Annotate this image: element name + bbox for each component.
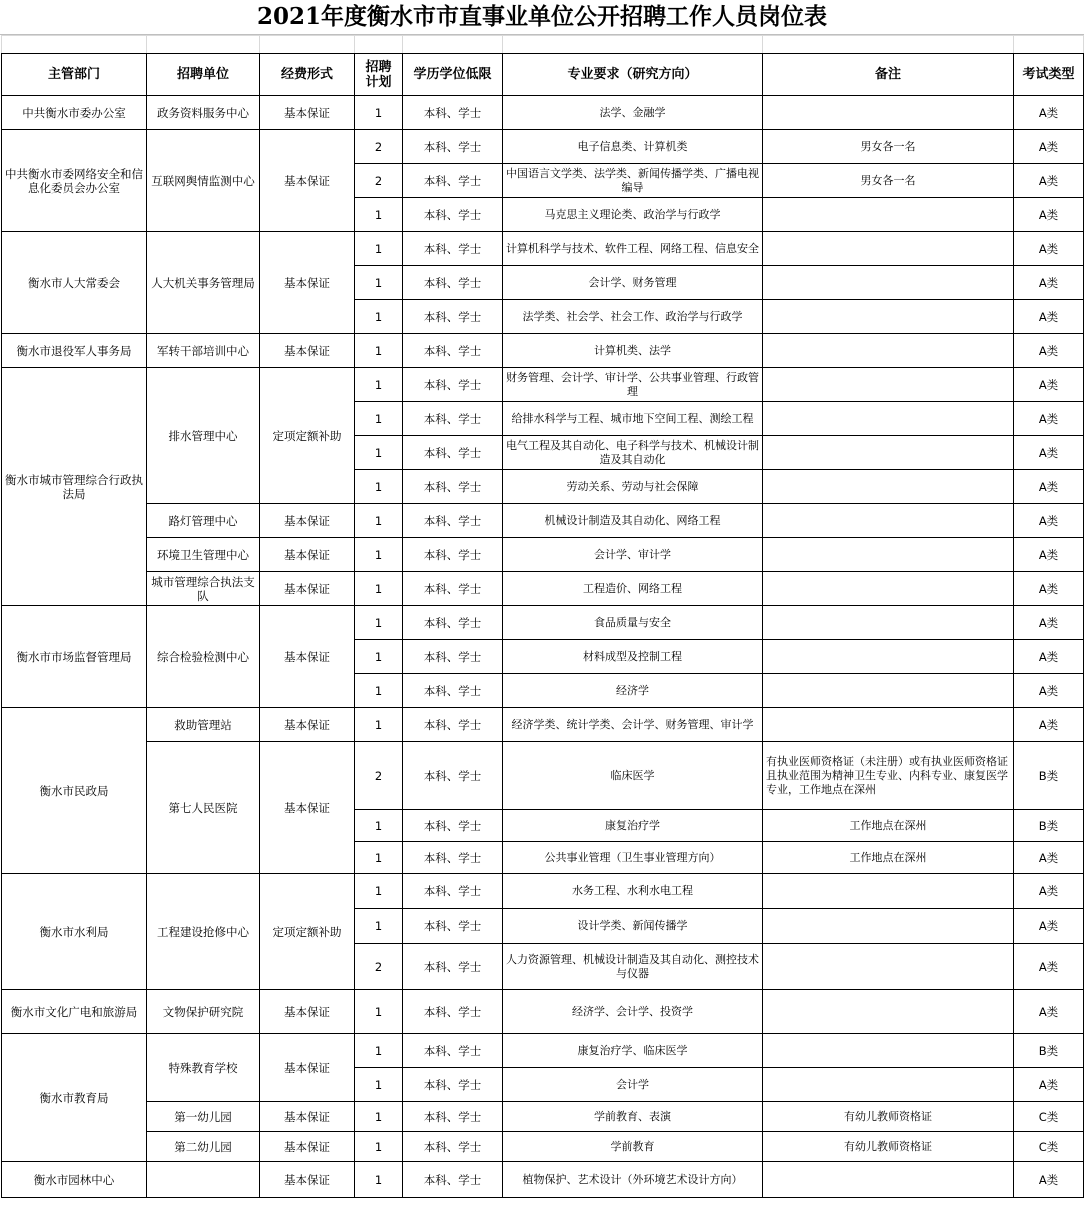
plan-cell: 1 [355,1102,403,1132]
note-cell: 有幼儿教师资格证 [763,1102,1014,1132]
fund-cell: 基本保证 [260,538,355,572]
major-cell: 康复治疗学、临床医学 [503,1034,763,1068]
table-row [2,504,1084,538]
edu-cell: 本科、学士 [403,96,503,130]
note-cell [763,708,1014,742]
major-cell: 马克思主义理论类、政治学与行政学 [503,198,763,232]
exam-cell: A类 [1014,538,1084,572]
edu-cell: 本科、学士 [403,300,503,334]
dept-cell: 衡水市教育局 [2,1034,147,1162]
header-major: 专业要求（研究方向） [503,54,763,96]
dept-cell: 中共衡水市委网络安全和信息化委员会办公室 [2,130,147,232]
unit-cell: 环境卫生管理中心 [147,538,260,572]
plan-cell: 1 [355,368,403,402]
exam-cell: A类 [1014,1068,1084,1102]
plan-cell: 1 [355,810,403,842]
plan-cell: 2 [355,164,403,198]
edu-cell: 本科、学士 [403,1068,503,1102]
dept-cell: 衡水市民政局 [2,708,147,874]
positions-table [1,35,1084,1198]
plan-cell: 1 [355,1162,403,1198]
edu-cell: 本科、学士 [403,874,503,909]
unit-cell: 特殊教育学校 [147,1034,260,1102]
note-cell [763,198,1014,232]
table-row [2,232,1084,266]
unit-cell: 军转干部培训中心 [147,334,260,368]
table-row [2,1102,1084,1132]
note-cell [763,944,1014,990]
exam-cell: A类 [1014,334,1084,368]
major-cell: 计算机科学与技术、软件工程、网络工程、信息安全 [503,232,763,266]
table-row [2,368,1084,402]
note-cell [763,232,1014,266]
exam-cell: A类 [1014,368,1084,402]
exam-cell: A类 [1014,436,1084,470]
plan-cell: 1 [355,606,403,640]
unit-cell: 第七人民医院 [147,742,260,874]
header-fund: 经费形式 [260,54,355,96]
note-cell [763,990,1014,1034]
note-cell [763,674,1014,708]
edu-cell: 本科、学士 [403,990,503,1034]
major-cell: 学前教育 [503,1132,763,1162]
table-row [2,708,1084,742]
major-cell: 中国语言文学类、法学类、新闻传播学类、广播电视编导 [503,164,763,198]
edu-cell: 本科、学士 [403,334,503,368]
dept-cell: 衡水市市场监督管理局 [2,606,147,708]
exam-cell: B类 [1014,1034,1084,1068]
major-cell: 植物保护、艺术设计（外环境艺术设计方向） [503,1162,763,1198]
plan-cell: 1 [355,436,403,470]
exam-cell: A类 [1014,1162,1084,1198]
fund-cell: 定项定额补助 [260,368,355,504]
plan-cell: 1 [355,874,403,909]
unit-cell: 政务资料服务中心 [147,96,260,130]
edu-cell: 本科、学士 [403,232,503,266]
plan-cell: 1 [355,674,403,708]
edu-cell: 本科、学士 [403,842,503,874]
note-cell [763,572,1014,606]
fund-cell: 基本保证 [260,96,355,130]
note-cell: 工作地点在深州 [763,842,1014,874]
table-row [2,874,1084,909]
edu-cell: 本科、学士 [403,742,503,810]
fund-cell: 基本保证 [260,232,355,334]
major-cell: 食品质量与安全 [503,606,763,640]
unit-cell: 城市管理综合执法支队 [147,572,260,606]
table-row [2,334,1084,368]
fund-cell: 基本保证 [260,130,355,232]
note-cell: 男女各一名 [763,164,1014,198]
fund-cell: 基本保证 [260,742,355,874]
major-cell: 法学、金融学 [503,96,763,130]
plan-cell: 1 [355,470,403,504]
note-cell [763,334,1014,368]
exam-cell: A类 [1014,674,1084,708]
plan-cell: 1 [355,1132,403,1162]
edu-cell: 本科、学士 [403,266,503,300]
unit-cell: 排水管理中心 [147,368,260,504]
edu-cell: 本科、学士 [403,1034,503,1068]
major-cell: 人力资源管理、机械设计制造及其自动化、测控技术与仪器 [503,944,763,990]
edu-cell: 本科、学士 [403,572,503,606]
major-cell: 工程造价、网络工程 [503,572,763,606]
exam-cell: A类 [1014,96,1084,130]
plan-cell: 1 [355,842,403,874]
header-exam: 考试类型 [1014,54,1084,96]
plan-cell: 1 [355,266,403,300]
dept-cell: 衡水市园林中心 [2,1162,147,1198]
plan-cell: 1 [355,334,403,368]
exam-cell: A类 [1014,909,1084,944]
note-cell [763,1034,1014,1068]
exam-cell: C类 [1014,1132,1084,1162]
major-cell: 康复治疗学 [503,810,763,842]
major-cell: 机械设计制造及其自动化、网络工程 [503,504,763,538]
edu-cell: 本科、学士 [403,606,503,640]
exam-cell: A类 [1014,842,1084,874]
major-cell: 材料成型及控制工程 [503,640,763,674]
plan-cell: 1 [355,909,403,944]
major-cell: 计算机类、法学 [503,334,763,368]
major-cell: 经济学、会计学、投资学 [503,990,763,1034]
unit-cell: 第二幼儿园 [147,1132,260,1162]
fund-cell: 基本保证 [260,504,355,538]
unit-cell: 文物保护研究院 [147,990,260,1034]
header-note: 备注 [763,54,1014,96]
edu-cell: 本科、学士 [403,1102,503,1132]
major-cell: 设计学类、新闻传播学 [503,909,763,944]
note-cell [763,538,1014,572]
fund-cell: 定项定额补助 [260,874,355,990]
major-cell: 经济学 [503,674,763,708]
note-cell [763,909,1014,944]
table-row [2,572,1084,606]
note-cell [763,402,1014,436]
plan-cell: 1 [355,640,403,674]
page-title: 2021年度衡水市市直事业单位公开招聘工作人员岗位表 [0,0,1084,35]
table-row [2,1034,1084,1068]
fund-cell: 基本保证 [260,572,355,606]
edu-cell: 本科、学士 [403,368,503,402]
edu-cell: 本科、学士 [403,944,503,990]
table-row [2,1132,1084,1162]
exam-cell: A类 [1014,640,1084,674]
plan-cell: 1 [355,990,403,1034]
plan-cell: 1 [355,1034,403,1068]
edu-cell: 本科、学士 [403,538,503,572]
major-cell: 财务管理、会计学、审计学、公共事业管理、行政管理 [503,368,763,402]
exam-cell: A类 [1014,572,1084,606]
edu-cell: 本科、学士 [403,708,503,742]
plan-cell: 1 [355,232,403,266]
dept-cell: 衡水市退役军人事务局 [2,334,147,368]
edu-cell: 本科、学士 [403,198,503,232]
fund-cell: 基本保证 [260,990,355,1034]
edu-cell: 本科、学士 [403,164,503,198]
plan-cell: 2 [355,742,403,810]
note-cell [763,266,1014,300]
exam-cell: A类 [1014,266,1084,300]
unit-cell: 第一幼儿园 [147,1102,260,1132]
fund-cell: 基本保证 [260,1034,355,1102]
exam-cell: A类 [1014,504,1084,538]
plan-cell: 2 [355,944,403,990]
exam-cell: A类 [1014,300,1084,334]
table-row [2,606,1084,640]
major-cell: 电气工程及其自动化、电子科学与技术、机械设计制造及其自动化 [503,436,763,470]
edu-cell: 本科、学士 [403,504,503,538]
note-cell [763,640,1014,674]
note-cell [763,504,1014,538]
fund-cell: 基本保证 [260,334,355,368]
unit-cell [147,1162,260,1198]
exam-cell: A类 [1014,470,1084,504]
edu-cell: 本科、学士 [403,130,503,164]
plan-cell: 1 [355,96,403,130]
major-cell: 会计学、财务管理 [503,266,763,300]
exam-cell: A类 [1014,130,1084,164]
dept-cell: 衡水市城市管理综合行政执法局 [2,368,147,606]
unit-cell: 救助管理站 [147,708,260,742]
dept-cell: 衡水市人大常委会 [2,232,147,334]
note-cell [763,300,1014,334]
note-cell: 有幼儿教师资格证 [763,1132,1014,1162]
note-cell: 工作地点在深州 [763,810,1014,842]
note-cell [763,606,1014,640]
fund-cell: 基本保证 [260,1132,355,1162]
major-cell: 水务工程、水利水电工程 [503,874,763,909]
major-cell: 经济学类、统计学类、会计学、财务管理、审计学 [503,708,763,742]
major-cell: 学前教育、表演 [503,1102,763,1132]
plan-cell: 1 [355,538,403,572]
plan-cell: 1 [355,708,403,742]
major-cell: 临床医学 [503,742,763,810]
note-cell: 男女各一名 [763,130,1014,164]
edu-cell: 本科、学士 [403,436,503,470]
exam-cell: A类 [1014,232,1084,266]
exam-cell: A类 [1014,606,1084,640]
table-row [2,990,1084,1034]
dept-cell: 衡水市文化广电和旅游局 [2,990,147,1034]
exam-cell: B类 [1014,810,1084,842]
table-row [2,96,1084,130]
edu-cell: 本科、学士 [403,470,503,504]
dept-cell: 衡水市水利局 [2,874,147,990]
major-cell: 法学类、社会学、社会工作、政治学与行政学 [503,300,763,334]
major-cell: 公共事业管理（卫生事业管理方向） [503,842,763,874]
edu-cell: 本科、学士 [403,674,503,708]
fund-cell: 基本保证 [260,1102,355,1132]
unit-cell: 人大机关事务管理局 [147,232,260,334]
exam-cell: A类 [1014,990,1084,1034]
edu-cell: 本科、学士 [403,402,503,436]
edu-cell: 本科、学士 [403,909,503,944]
header-dept: 主管部门 [2,54,147,96]
exam-cell: A类 [1014,164,1084,198]
unit-cell: 路灯管理中心 [147,504,260,538]
edu-cell: 本科、学士 [403,1132,503,1162]
note-cell: 有执业医师资格证（未注册）或有执业医师资格证且执业范围为精神卫生专业、内科专业、康复医学专业，工作地点在深州 [763,742,1014,810]
plan-cell: 1 [355,1068,403,1102]
plan-cell: 1 [355,572,403,606]
major-cell: 电子信息类、计算机类 [503,130,763,164]
header-unit: 招聘单位 [147,54,260,96]
exam-cell: C类 [1014,1102,1084,1132]
blank-row [2,36,1084,54]
note-cell [763,368,1014,402]
note-cell [763,874,1014,909]
fund-cell: 基本保证 [260,1162,355,1198]
unit-cell: 互联网舆情监测中心 [147,130,260,232]
plan-cell: 2 [355,130,403,164]
exam-cell: A类 [1014,198,1084,232]
exam-cell: A类 [1014,944,1084,990]
exam-cell: A类 [1014,402,1084,436]
fund-cell: 基本保证 [260,708,355,742]
header-edu: 学历学位低限 [403,54,503,96]
table-row [2,1162,1084,1198]
exam-cell: A类 [1014,708,1084,742]
edu-cell: 本科、学士 [403,810,503,842]
major-cell: 给排水科学与工程、城市地下空间工程、测绘工程 [503,402,763,436]
table-row [2,130,1084,164]
plan-cell: 1 [355,402,403,436]
unit-cell: 工程建设抢修中心 [147,874,260,990]
major-cell: 会计学 [503,1068,763,1102]
plan-cell: 1 [355,504,403,538]
dept-cell: 中共衡水市委办公室 [2,96,147,130]
exam-cell: A类 [1014,874,1084,909]
note-cell [763,1068,1014,1102]
edu-cell: 本科、学士 [403,640,503,674]
unit-cell: 综合检验检测中心 [147,606,260,708]
major-cell: 会计学、审计学 [503,538,763,572]
note-cell [763,470,1014,504]
exam-cell: B类 [1014,742,1084,810]
plan-cell: 1 [355,300,403,334]
major-cell: 劳动关系、劳动与社会保障 [503,470,763,504]
fund-cell: 基本保证 [260,606,355,708]
plan-cell: 1 [355,198,403,232]
note-cell [763,1162,1014,1198]
edu-cell: 本科、学士 [403,1162,503,1198]
note-cell [763,96,1014,130]
header-row [2,54,1084,96]
header-plan: 招聘 计划 [355,54,403,96]
table-row [2,742,1084,810]
table-row [2,538,1084,572]
note-cell [763,436,1014,470]
